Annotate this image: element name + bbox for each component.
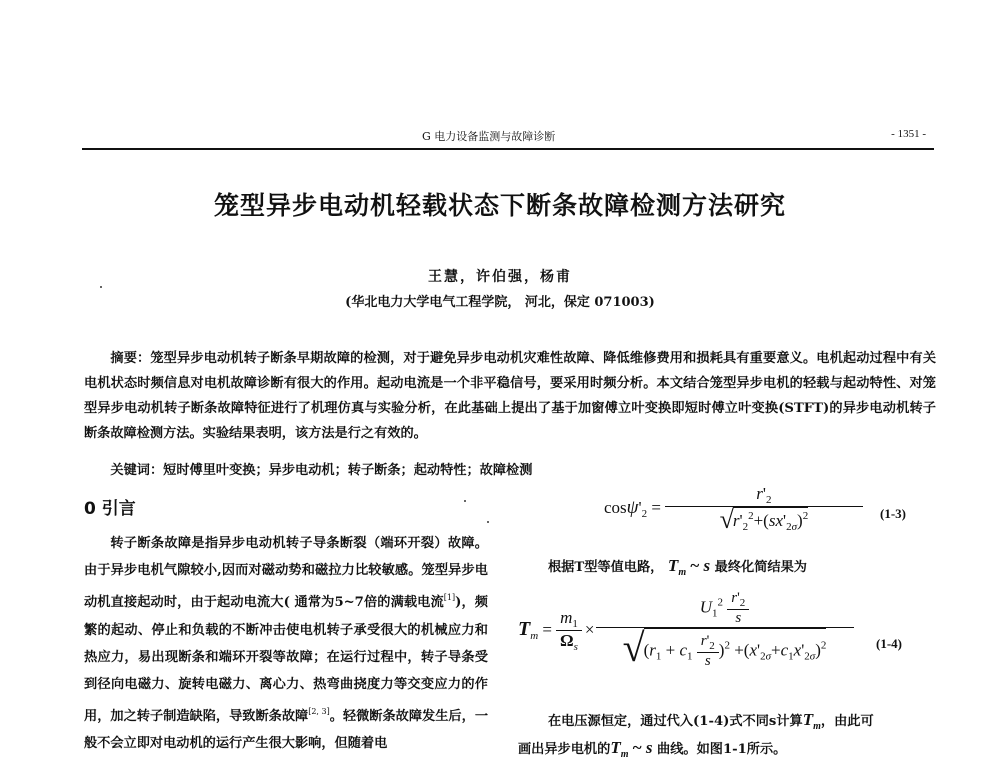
running-header: [82, 126, 934, 150]
text-figure-ref: 曲线。如图1-1所示。: [657, 742, 787, 757]
text-t-circuit: 根据T型等值电路，: [548, 560, 664, 575]
section-heading-intro: 0 引言: [84, 499, 136, 519]
equation-number-1-3: (1-3): [880, 506, 906, 521]
text-voltage-source: 在电压源恒定，通过代入(1-4)式不同s计算: [548, 714, 803, 729]
scan-artifact: [487, 521, 489, 523]
scan-artifact: [464, 500, 466, 502]
intro-text-c: 。轻微断条故障发生后，一般不会立即对电动机的运行产生很大影响，但随着电: [84, 709, 489, 752]
paper-authors: 王慧，许伯强，杨甫: [428, 269, 572, 285]
citation-2-3[interactable]: [2, 3]: [308, 707, 330, 717]
abstract-label: 摘要：: [110, 351, 151, 366]
page-number: - 1351 -: [891, 128, 926, 140]
keywords: [84, 459, 936, 478]
intro-text-b: )，频繁的起动、停止和负载的不断冲击使电机转子承受很大的机械应力和热应力，易出现断条和端环开裂等故障；在运行过程中，转子导条受到径向电磁力、旋转电磁力、离心力、热弯曲挠度力等交变应力的作用，加之转子制造缺陷，导致断条故障: [84, 595, 488, 725]
equation-1-4: $T_m$ = $\frac{m_1}{\Omega_s}$ × $U_1^2$ $\frac{r'_2}{s}$ √ ($r_1 + c_1$ $\frac{r'_2}{s}$ )$^2 +(x'_{2\sigma}+c_1x'_{2\sigma})^2$: [518, 590, 854, 670]
paper-affiliation: (华北电力大学电气工程学院， 河北，保定 071003): [345, 295, 655, 310]
abstract: [84, 346, 936, 446]
abstract-text: 笼型异步电动机转子断条早期故障的检测，对于避免异步电动机灾难性故障、降低维修费用和损耗具有重要意义。电机起动过程中有关电机状态时频信息对电机故障诊断有很大的作用。起动电流是一个非平稳信号，要采用时频分析。本文结合笼型异步电机的轻载与起动特性、对笼型异步电动机转子断条故障特征进行了机理仿真与实验分析，在此基础上提出了基于加窗傅立叶变换即短时傅立叶变换(STFT)的异步电动机转子断条故障检测方法。实验结果表明，该方法是行之有效的。: [84, 351, 937, 441]
keywords-text: 短时傅里叶变换；异步电动机；转子断条；起动特性；故障检测: [163, 463, 533, 478]
calc-text-line1: 在电压源恒定，通过代入(1-4)式不同s计算$T_m$，由此可: [548, 710, 874, 732]
paper-title: 笼型异步电动机轻载状态下断条故障检测方法研究: [213, 191, 786, 220]
equation-intro-text: 根据T型等值电路， $T_m$ ~ s 最终化简结果为: [548, 556, 807, 578]
text-thus: ，由此可: [820, 714, 874, 729]
intro-body: [84, 530, 488, 758]
text-simplified-result: 最终化简结果为: [714, 560, 807, 575]
calc-text-line2: 画出异步电机的$T_m$ ~ s 曲线。如图1-1所示。: [518, 738, 787, 760]
intro-paragraph: [84, 530, 488, 758]
scan-artifact: [100, 286, 102, 288]
text-draw-curve: 画出异步电机的: [518, 742, 611, 757]
equation-number-1-4: (1-4): [876, 636, 902, 651]
intro-text-a: 转子断条故障是指异步电动机转子导条断裂（端环开裂）故障。由于异步电机气隙较小,因而对磁动势和磁拉力比较敏感。笼型异步电动机直接起动时，由于起动电流大( 通常为5~7倍的满载电流: [84, 536, 488, 611]
keywords-label: 关键词：: [110, 463, 164, 478]
citation-1[interactable]: [1]: [443, 593, 456, 603]
equation-1-3: $\cos\psi'_2$ = $r'_2$ √ $r'_2^2+(sx'_{2\sigma})^2$: [604, 484, 863, 533]
journal-section: G 电力设备监测与故障诊断: [422, 130, 556, 143]
